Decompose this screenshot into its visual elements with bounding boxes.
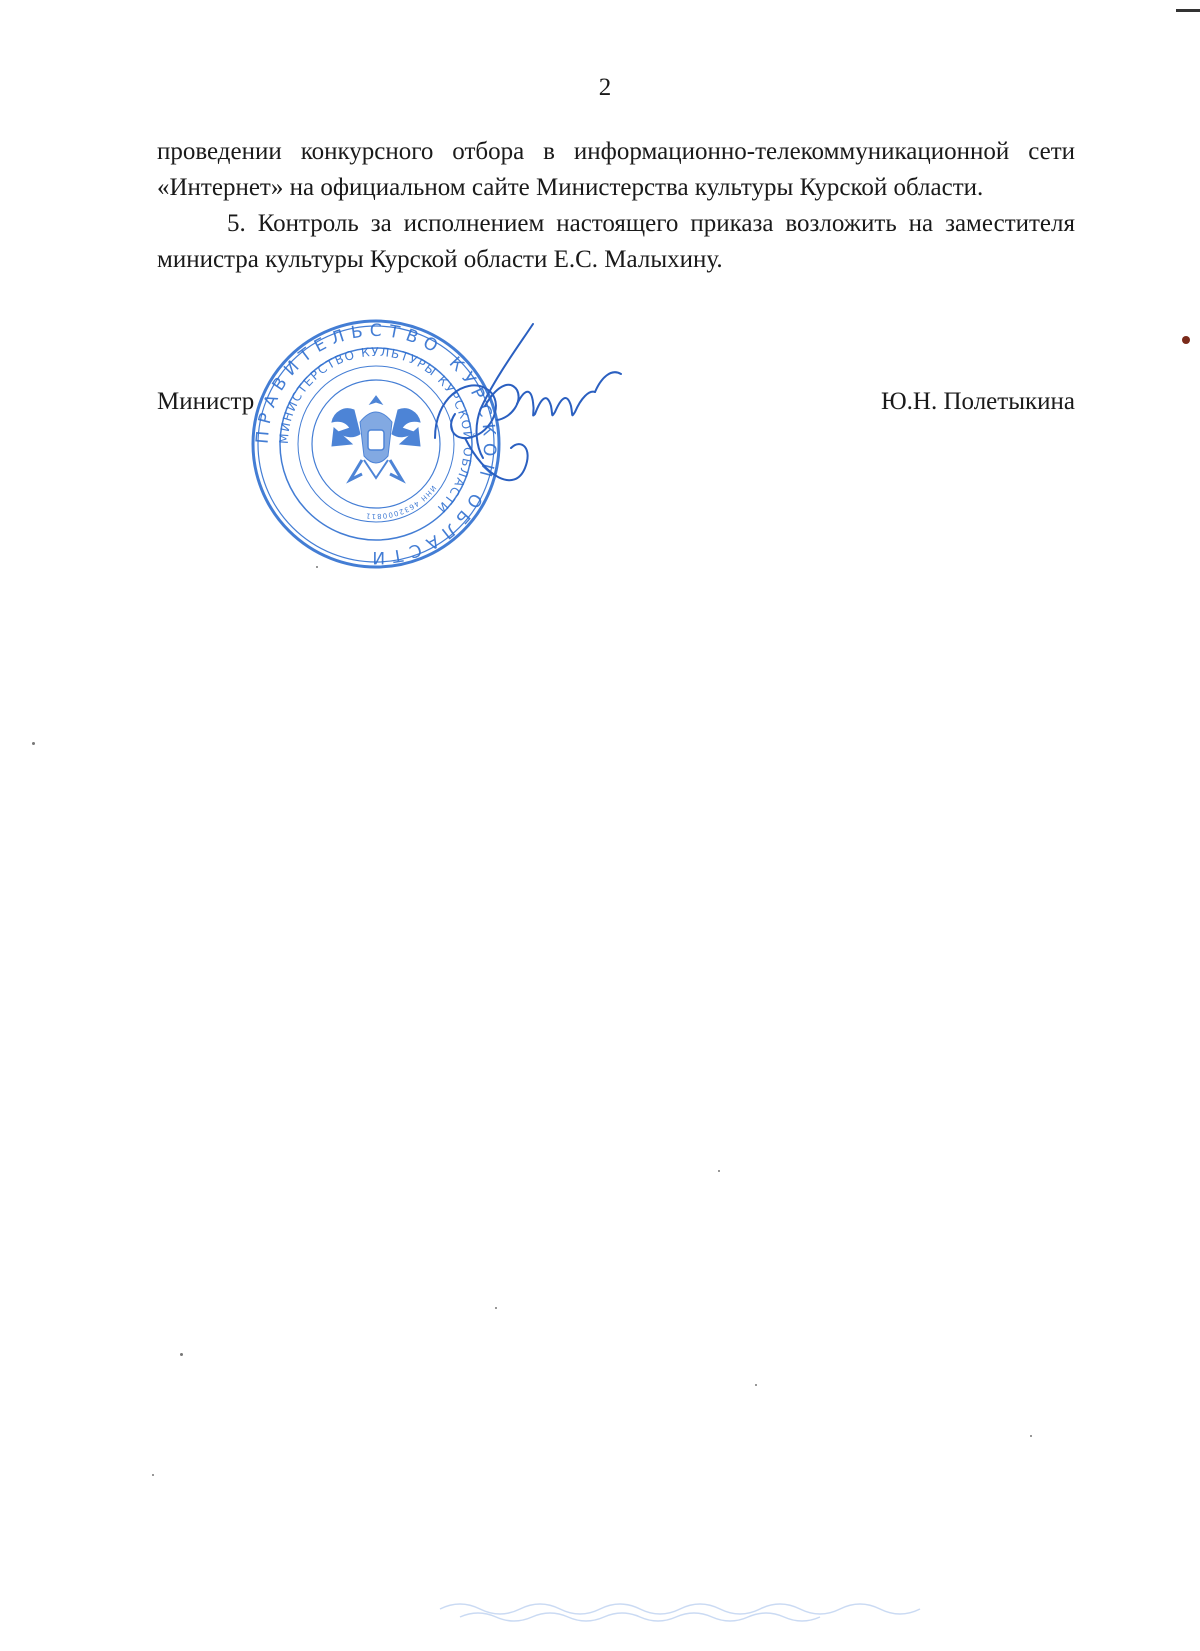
coat-of-arms-icon [332, 396, 420, 480]
page-number: 2 [598, 74, 612, 101]
scan-red-spot [1182, 336, 1190, 344]
paragraph-continuation: проведении конкурсного отбора в информационно-телекоммуникационной сети «Интернет» на официальном сайте Министерства культуры Курской области. [157, 138, 1075, 201]
scan-speck [180, 1353, 183, 1356]
bleed-through-marks [430, 1585, 970, 1625]
document-body [157, 134, 1075, 278]
paragraph-item-5: 5. Контроль за исполнением настоящего приказа возложить на заместителя министра культуры Курской области Е.С. Малыхину. [157, 210, 1075, 273]
scan-speck [495, 1307, 497, 1309]
handwritten-signature [425, 318, 645, 498]
scan-speck [755, 1384, 757, 1386]
scan-speck [1030, 1435, 1032, 1437]
scan-speck [32, 742, 35, 745]
scan-speck [152, 1474, 154, 1476]
seal-outer-text: ПРАВИТЕЛЬСТВО КУРСКОЙ ОБЛАСТИ [252, 320, 500, 568]
scan-speck [316, 566, 318, 568]
signatory-name: Ю.Н. Полетыкина [880, 388, 1075, 415]
seal-inn-text: ИНН 4632000811 [364, 483, 438, 521]
seal-inner-text: МИНИСТЕРСТВО КУЛЬТУРЫ КУРСКОЙ ОБЛАСТИ [276, 344, 476, 517]
scan-speck [718, 1170, 720, 1172]
scan-edge-mark [1176, 9, 1200, 12]
signatory-title: Министр [157, 388, 255, 415]
